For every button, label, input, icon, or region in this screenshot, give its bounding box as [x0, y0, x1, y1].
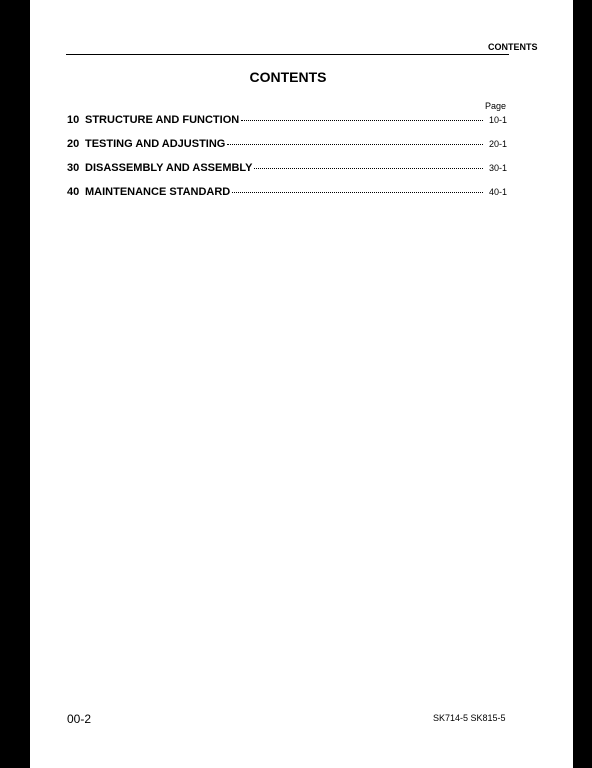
- toc-entry-page: 20-1: [488, 139, 507, 149]
- toc-leader-dots: [227, 144, 483, 145]
- toc-entry[interactable]: [67, 138, 507, 162]
- toc-entry-page: 40-1: [488, 187, 507, 197]
- toc-entry[interactable]: [67, 186, 507, 210]
- footer-model-numbers: SK714-5 SK815-5: [433, 713, 506, 723]
- toc-entry-page: 30-1: [488, 163, 507, 173]
- toc-entry-number: 30: [67, 162, 80, 174]
- toc-entry[interactable]: [67, 114, 507, 138]
- table-of-contents: [67, 114, 507, 210]
- toc-entry-label: DISASSEMBLY AND ASSEMBLY: [85, 162, 253, 174]
- toc-leader-dots: [254, 168, 483, 169]
- toc-leader-dots: [241, 120, 483, 121]
- footer-page-number: 00-2: [67, 712, 92, 726]
- toc-entry-number: 20: [67, 138, 80, 150]
- toc-entry-label: STRUCTURE AND FUNCTION: [85, 114, 240, 126]
- toc-leader-dots: [232, 192, 483, 193]
- toc-entry-page: 10-1: [488, 115, 507, 125]
- toc-entry-label: MAINTENANCE STANDARD: [85, 186, 231, 198]
- document-page: [30, 0, 573, 768]
- toc-entry-label: TESTING AND ADJUSTING: [85, 138, 226, 150]
- toc-entry-number: 10: [67, 114, 80, 126]
- toc-entry[interactable]: [67, 162, 507, 186]
- page-column-header: Page: [485, 101, 507, 111]
- running-header: CONTENTS: [488, 42, 538, 52]
- page-title: CONTENTS: [249, 69, 327, 85]
- toc-entry-number: 40: [67, 186, 80, 198]
- header-rule: [66, 54, 509, 55]
